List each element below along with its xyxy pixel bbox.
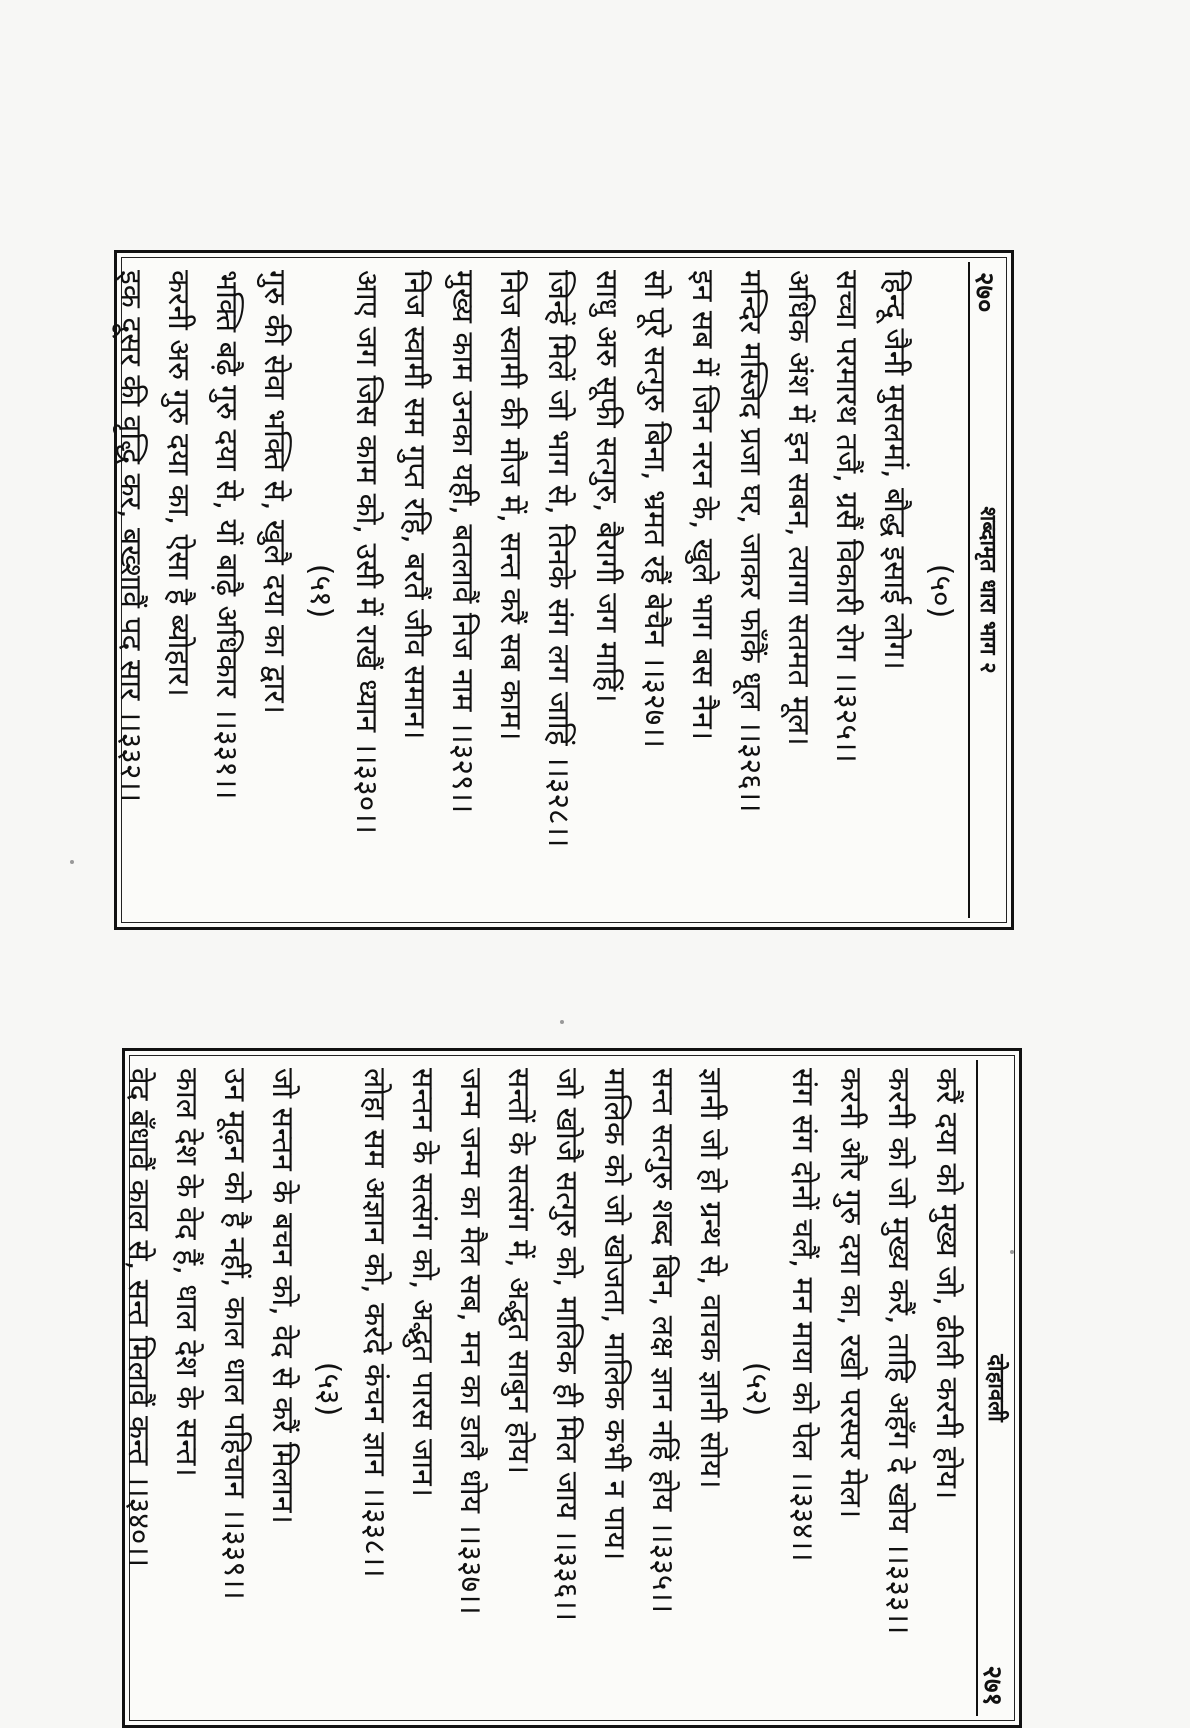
- page-271: [122, 1048, 1022, 1728]
- page-header: [968, 262, 1010, 918]
- verse-line: भक्ति बढ़ै गुरु दया से, यों बाढ़ै अधिकार ।।३३१।।: [209, 270, 244, 800]
- verse-line: सच्चा परमारथ तजैं, ग्रसैं विकारी रोग ।।३२५।।: [829, 270, 864, 763]
- verse-line: संग संग दोनों चलैं, मन माया को पेल ।।३३४।।: [785, 1068, 820, 1562]
- verse-line: सो पूरे सत्गुरु बिना, भ्रमत रहैं बेचैन ।।३२७।।: [637, 270, 672, 748]
- verse-line: वेद बँधावैं काल से, सन्त मिलावैं कन्त ।।३४०।।: [121, 1068, 156, 1568]
- page-number: २७१: [977, 1665, 1007, 1706]
- verse-line: जिन्हें मिलें जो भाग से, तिनके संग लग जाहिं ।।३२८।।: [541, 270, 576, 848]
- verse-line: करनी अरु गुरु दया का, ऐसा है ब्योहार।: [161, 270, 196, 697]
- page-body: [121, 1068, 970, 1710]
- verse-line: जन्म जन्म का मैल सब, मन का डालै धोय ।।३३७।।: [453, 1068, 488, 1615]
- verse-line: करैं दया को मुख्य जो, ढीली करनी होय।: [929, 1068, 964, 1500]
- verse-line: सन्तों के सत्संग में, अद्भुत साबुन होय।: [501, 1068, 536, 1475]
- section-heading: (५०): [923, 563, 958, 619]
- scan-speck: [560, 1020, 564, 1024]
- verse-line: इन सब में जिन नरन के, खुले भाग बस नैन।: [685, 270, 720, 741]
- page-270: [114, 250, 1014, 930]
- verse-line: सन्त सत्गुरु शब्द बिन, लक्ष ज्ञान नहिं होय ।।३३५।।: [645, 1068, 680, 1614]
- verse-line: ज्ञानी जो हो ग्रन्थ से, वाचक ज्ञानी सोय।: [693, 1068, 728, 1489]
- page-number: २७०: [969, 272, 999, 313]
- scan-speck: [1010, 1250, 1014, 1254]
- verse-line: गुरु की सेवा भक्ति से, खुलै दया का द्वार।: [257, 270, 292, 714]
- section-heading: (५३): [311, 1361, 346, 1417]
- verse-line: साधु अरु सूफी सत्गुरु, बैरागी जग माहिं।: [589, 270, 624, 703]
- verse-line: जो सन्तन के बचन को, वेद से करैं मिलान।: [265, 1068, 300, 1524]
- verse-line: इक दूसर की वृद्धि कर, बख्शावैं पद सार ।।३३२।।: [113, 270, 148, 803]
- running-title: दोहावली: [983, 1354, 1008, 1422]
- verse-line: काल देश के वेद हैं, धाल देश के सन्त।: [169, 1068, 204, 1477]
- scan-speck: [70, 860, 74, 864]
- verse-line: उन मूढ़न को है नहीं, काल धाल पहिचान ।।३३९।।: [217, 1068, 252, 1600]
- verse-line: मन्दिर मस्जिद प्रजा घर, जाकर फाँकैं धूल ।।३२६।।: [733, 270, 768, 813]
- section-heading: (५२): [739, 1361, 774, 1417]
- running-title: शब्दामृत धारा भाग २: [975, 506, 1000, 674]
- verse-line: मुख्य काम उनका यही, बतलावैं निज नाम ।।३२९।।: [445, 270, 480, 814]
- verse-line: जो खोजै सत्गुरु को, मालिक ही मिल जाय ।।३३६।।: [549, 1068, 584, 1622]
- verse-line: सन्तन के सत्संग को, अद्भुत पारस जान।: [405, 1068, 440, 1498]
- page-header: [976, 1060, 1018, 1716]
- verse-line: आए जग जिस काम को, उसी में राखैं ध्यान ।।३३०।।: [349, 270, 384, 835]
- verse-line: लोहा सम अज्ञान को, करदे कंचन ज्ञान ।।३३८।।: [357, 1068, 392, 1578]
- verse-line: निज स्वामी सम गुप्त रहि, बरतैं जीव समान।: [397, 270, 432, 740]
- verse-line: करनी और गुरु दया का, रखो परस्पर मेल।: [833, 1068, 868, 1519]
- verse-line: निज स्वामी की मौज में, सन्त करैं सब काम।: [493, 270, 528, 741]
- verse-line: अधिक अंश में इन सबन, त्यागा सतमत मूल।: [781, 270, 816, 746]
- page-body: [113, 270, 962, 912]
- verse-line: मालिक को जो खोजता, मालिक कभी न पाय।: [597, 1068, 632, 1561]
- verse-line: करनी को जो मुख्य करैं, ताहि अहँग दे खोय ।।३३३।।: [881, 1068, 916, 1635]
- section-heading: (५१): [303, 563, 338, 619]
- verse-line: हिन्दू जैनी मुसलमां, बौद्ध इसाई लोग।: [877, 270, 912, 670]
